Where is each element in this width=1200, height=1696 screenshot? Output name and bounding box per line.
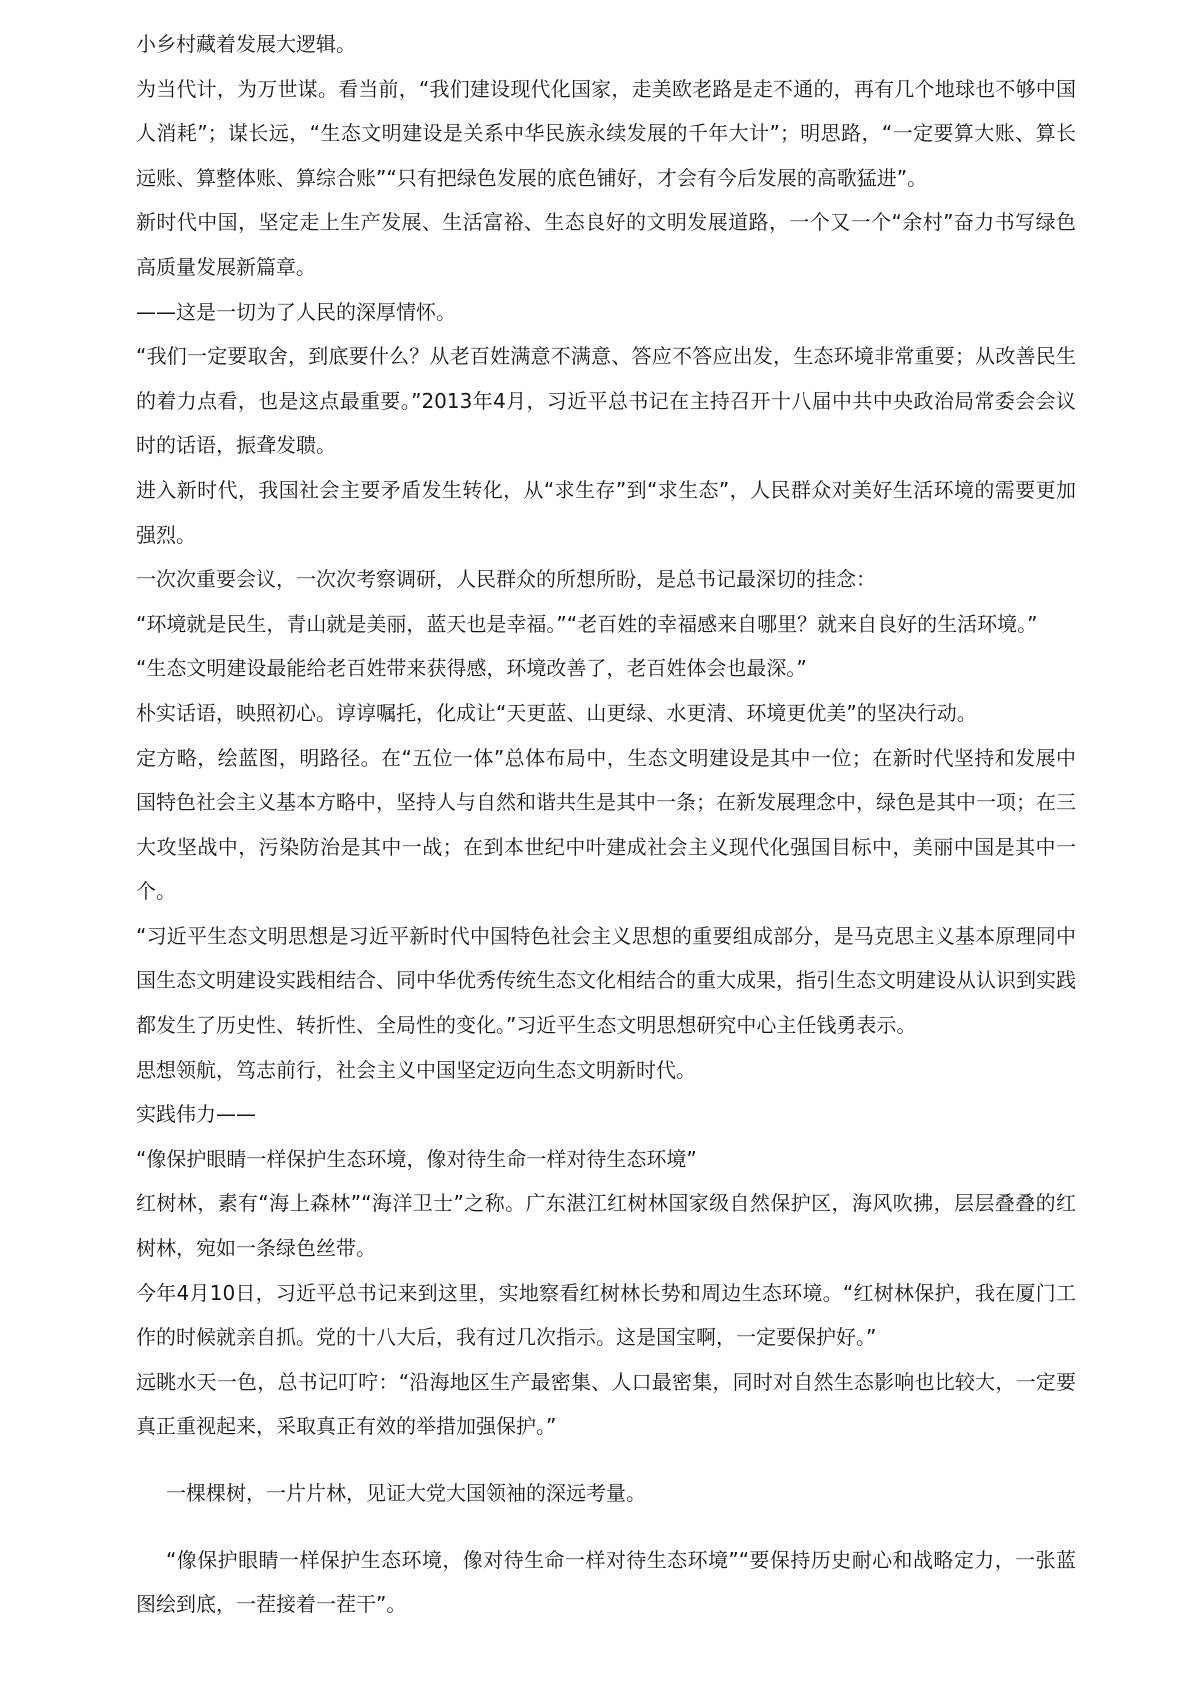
paragraph: “像保护眼睛一样保护生态环境，像对待生命一样对待生态环境”“要保持历史耐心和战略定力，一张蓝图绘到底，一茬接着一茬干”。 <box>136 1547 1076 1617</box>
paragraph: 为当代计，为万世谋。看当前，“我们建设现代化国家，走美欧老路是走不通的，再有几个地球也不够中国人消耗”；谋长远，“生态文明建设是关系中华民族永续发展的千年大计”；明思路，“一定要算大账、算长远账、算整体账、算综合账”“只有把绿色发展的底色铺好，才会有今后发展的高歌猛进”。 <box>136 76 1076 190</box>
paragraph: 新时代中国，坚定走上生产发展、生活富裕、生态良好的文明发展道路，一个又一个“余村”奋力书写绿色高质量发展新篇章。 <box>136 210 1076 279</box>
paragraph: “我们一定要取舍，到底要什么？从老百姓满意不满意、答应不答应出发，生态环境非常重要；从改善民生的着力点看，也是这点最重要。”2013年4月，习近平总书记在主持召开十八届中共中央政治局常委会会议时的话语，振聋发聩。 <box>136 344 1076 458</box>
paragraph: 远眺水天一色，总书记叮咛：“沿海地区生产最密集、人口最密集，同时对自然生态影响也比较大，一定要真正重视起来，采取真正有效的举措加强保护。” <box>136 1369 1076 1439</box>
paragraph: “生态文明建设最能给老百姓带来获得感，环境改善了，老百姓体会也最深。” <box>136 656 807 681</box>
section-subheading: “像保护眼睛一样保护生态环境，像对待生命一样对待生态环境” <box>136 1146 697 1171</box>
paragraph: 红树林，素有“海上森林”“海洋卫士”之称。广东湛江红树林国家级自然保护区，海风吹拂，层层叠叠的红树林，宛如一条绿色丝带。 <box>136 1191 1076 1261</box>
paragraph: “环境就是民生，青山就是美丽，蓝天也是幸福。”“老百姓的幸福感来自哪里？就来自良好的生活环境。” <box>136 611 1038 636</box>
section-heading: 实践伟力—— <box>136 1102 256 1127</box>
paragraph: 定方略，绘蓝图，明路径。在“五位一体”总体布局中，生态文明建设是其中一位；在新时代坚持和发展中国特色社会主义基本方略中，坚持人与自然和谐共生是其中一条；在新发展理念中，绿色是其中一项；在三大攻坚战中，污染防治是其中一战；在到本世纪中叶建成社会主义现代化强国目标中，美丽中国是其中一个。 <box>136 745 1076 904</box>
paragraph: ——这是一切为了人民的深厚情怀。 <box>136 299 456 324</box>
paragraph: 小乡村藏着发展大逻辑。 <box>136 32 356 56</box>
paragraph: 进入新时代，我国社会主要矛盾发生转化，从“求生存”到“求生态”，人民群众对美好生活环境的需要更加强烈。 <box>136 477 1076 547</box>
article-body <box>136 22 1076 1627</box>
paragraph: 一次次重要会议，一次次考察调研，人民群众的所想所盼，是总书记最深切的挂念： <box>136 567 876 592</box>
paragraph: 朴实话语，映照初心。谆谆嘱托，化成让“天更蓝、山更绿、水更清、环境更优美”的坚决行动。 <box>136 700 977 725</box>
paragraph: 思想领航，笃志前行，社会主义中国坚定迈向生态文明新时代。 <box>136 1057 696 1082</box>
paragraph: “习近平生态文明思想是习近平新时代中国特色社会主义思想的重要组成部分，是马克思主义基本原理同中国生态文明建设实践相结合、同中华优秀传统生态文化相结合的重大成果，指引生态文明建设从认识到实践都发生了历史性、转折性、全局性的变化。”习近平生态文明思想研究中心主任钱勇表示。 <box>136 923 1076 1038</box>
paragraph: 一棵棵树，一片片林，见证大党大国领袖的深远考量。 <box>166 1481 646 1505</box>
paragraph: 今年4月10日，习近平总书记来到这里，实地察看红树林长势和周边生态环境。“红树林保护，我在厦门工作的时候就亲自抓。党的十八大后，我有过几次指示。这是国宝啊，一定要保护好。” <box>136 1280 1076 1350</box>
